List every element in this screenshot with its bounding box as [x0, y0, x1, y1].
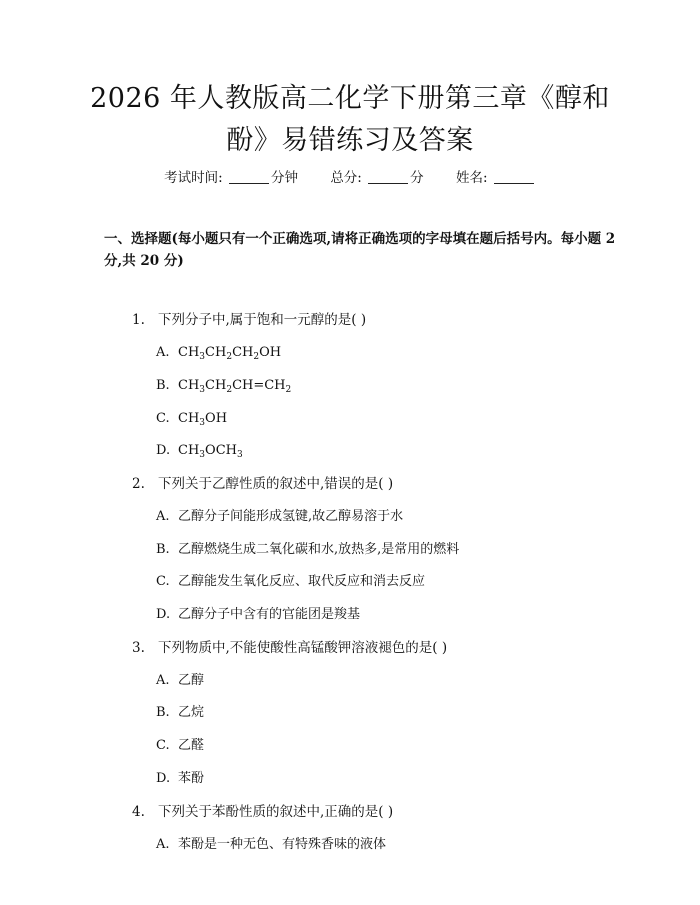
question-3-option-a [156, 671, 204, 691]
option-letter: C. [156, 574, 170, 589]
option-text: 乙醇能发生氧化反应、取代反应和消去反应 [178, 574, 426, 589]
question-number: 1. [132, 312, 145, 328]
exam-time-label: 考试时间: [164, 170, 223, 186]
total-score-unit: 分 [410, 170, 424, 186]
title-line-1: 2026 年人教版高二化学下册第三章《醇和 [90, 83, 610, 114]
question-3-option-b [156, 703, 204, 723]
document-title [60, 78, 640, 162]
question-text: 下列物质中,不能使酸性高锰酸钾溶液褪色的是( ) [158, 640, 448, 656]
question-3 [132, 638, 447, 658]
option-letter: C. [156, 411, 170, 426]
question-2 [132, 474, 393, 494]
section-heading: 一、选择题(每小题只有一个正确选项,请将正确选项的字母填在题后括号内。每小题 2 分,共 20 分) [104, 231, 616, 269]
question-1 [132, 310, 366, 330]
option-text: 乙醇燃烧生成二氧化碳和水,放热多,是常用的燃料 [178, 542, 460, 557]
option-letter: D. [156, 607, 171, 622]
question-1-option-a: A. $CH_3CH_2CH_2OH$ [156, 345, 282, 362]
question-number: 4. [132, 804, 145, 820]
question-3-option-c [156, 736, 204, 756]
option-letter: A. [156, 837, 170, 852]
question-1-option-c: C. $CH_3OH$ [156, 411, 228, 428]
option-letter: A. [156, 673, 170, 688]
option-text: 苯酚 [178, 771, 205, 786]
exam-time-blank [229, 169, 269, 184]
total-score-field [330, 168, 423, 188]
option-letter: A. [156, 509, 170, 524]
question-2-option-c [156, 572, 425, 592]
question-text: 下列关于乙醇性质的叙述中,错误的是( ) [158, 476, 394, 492]
question-text: 下列关于苯酚性质的叙述中,正确的是( ) [158, 804, 394, 820]
option-text: 苯酚是一种无色、有特殊香味的液体 [178, 837, 387, 852]
question-2-option-a [156, 507, 403, 527]
total-score-label: 总分: [330, 170, 362, 186]
question-2-option-b [156, 540, 459, 560]
option-letter: B. [156, 542, 170, 557]
question-number: 2. [132, 476, 145, 492]
question-number: 3. [132, 640, 145, 656]
option-letter: B. [156, 705, 170, 720]
question-1-option-b: B. $CH_3CH_2CH=CH_2$ [156, 378, 292, 395]
student-name-field [456, 168, 536, 188]
option-letter: C. [156, 738, 170, 753]
option-letter: D. [156, 771, 171, 786]
option-text: 乙醛 [178, 738, 205, 753]
question-4-option-a [156, 835, 386, 855]
option-text: 乙烷 [178, 705, 205, 720]
question-4 [132, 802, 393, 822]
exam-time-field [164, 168, 298, 188]
title-line-2: 酚》易错练习及答案 [226, 125, 474, 156]
option-text: 乙醇分子间能形成氢键,故乙醇易溶于水 [178, 509, 404, 524]
student-name-label: 姓名: [455, 170, 488, 186]
option-letter: D. [156, 443, 171, 458]
option-letter: A. [156, 345, 170, 360]
option-text: 乙醇 [178, 673, 205, 688]
total-score-blank [368, 169, 408, 184]
student-name-blank [494, 169, 534, 184]
exam-info-row [0, 168, 700, 188]
question-text: 下列分子中,属于饱和一元醇的是( ) [158, 312, 367, 328]
option-text: 乙醇分子中含有的官能团是羧基 [178, 607, 361, 622]
question-1-option-d: D. $CH_3OCH_3$ [156, 443, 243, 460]
question-3-option-d [156, 769, 204, 789]
option-letter: B. [156, 378, 170, 393]
exam-time-unit: 分钟 [271, 170, 299, 186]
question-2-option-d [156, 605, 360, 625]
